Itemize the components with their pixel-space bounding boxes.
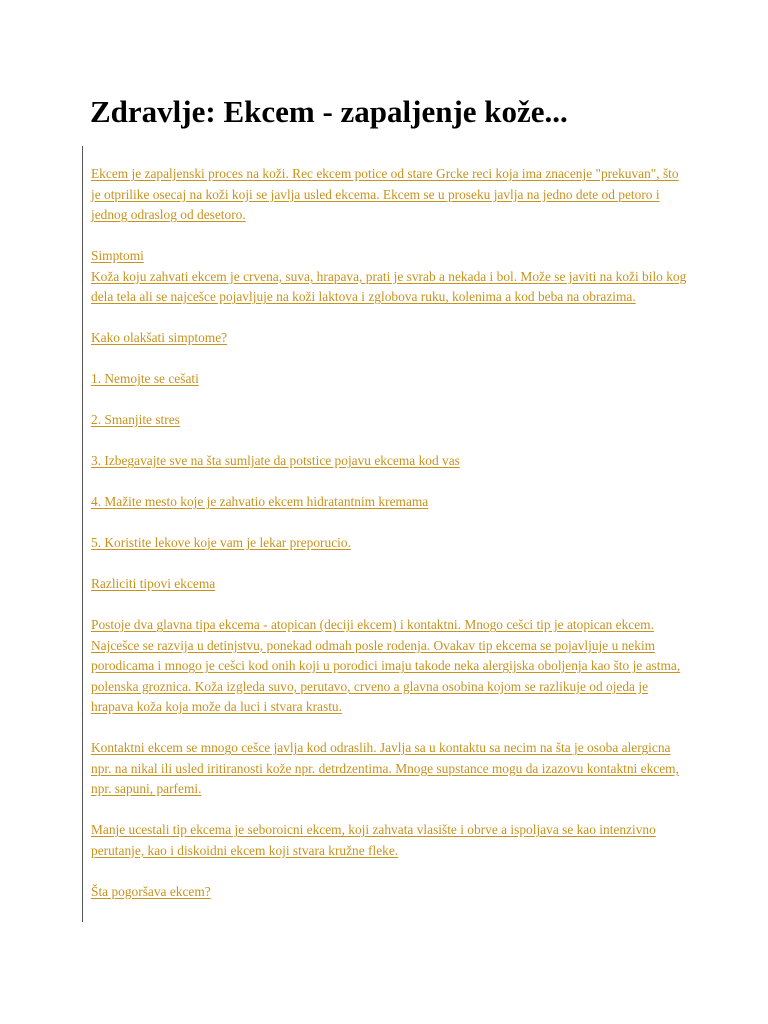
- types-heading-link[interactable]: Razliciti tipovi ekcema: [91, 576, 216, 591]
- types-paragraph-contact: [91, 738, 691, 800]
- symptoms-heading-link[interactable]: Simptomi: [91, 248, 144, 263]
- article-body: [91, 164, 691, 902]
- worsens-heading: [91, 882, 691, 903]
- article-left-rule: [82, 146, 83, 922]
- tip-link-4[interactable]: 4. Mažite mesto koje je zahvatio ekcem hidratantnim kremama: [91, 494, 429, 509]
- tip-item: [91, 451, 691, 472]
- tip-item: [91, 533, 691, 554]
- relief-heading-link[interactable]: Kako olakšati simptome?: [91, 330, 228, 345]
- tip-item: [91, 492, 691, 513]
- symptoms-heading: [91, 246, 691, 267]
- tip-item: [91, 410, 691, 431]
- types-text-link-1[interactable]: Postoje dva glavna tipa ekcema - atopican (deciji ekcem) i kontaktni. Mnogo cešci tip je atopican ekcem. Najcešce se razvija u detinjstvu, ponekad odmah posle rodenja. Ovakav tip ekcema se pojavljuje u nekim porodicama i mnogo je cešci kod onih koji u porodici imaju takode neka alergijska oboljenja kao što je astma, polenska groznica. Koža izgleda suvo, perutavo, crveno a glavna osobina kojom se razlikuje od ojeda je hrapava koža koja može da luci i stvara krastu.: [91, 617, 681, 714]
- symptoms-paragraph: [91, 267, 691, 308]
- page-title: Zdravlje: Ekcem - zapaljenje kože...: [90, 94, 568, 129]
- types-paragraph-atopic: [91, 615, 691, 718]
- relief-heading: [91, 328, 691, 349]
- tip-link-2[interactable]: 2. Smanjite stres: [91, 412, 180, 427]
- tip-link-3[interactable]: 3. Izbegavajte sve na šta sumljate da potstice pojavu ekcema kod vas: [91, 453, 460, 468]
- symptoms-text-link[interactable]: Koža koju zahvati ekcem je crvena, suva, hrapava, prati je svrab a nekada i bol. Može se javiti na koži bilo kog dela tela ali se najcešce pojavljuje na koži laktova i zglobova ruku, kolenima a kod beba na obrazima.: [91, 268, 687, 304]
- intro-paragraph: [91, 164, 691, 226]
- intro-link[interactable]: Ekcem je zapaljenski proces na koži. Rec ekcem potice od stare Grcke reci koja ima znacenje "prekuvan", što je otprilike osecaj na koži koji se javlja usled ekcema. Ekcem se u proseku javlja na jedno dete od petoro i jednog odraslog od desetoro.: [91, 166, 679, 222]
- tip-link-5[interactable]: 5. Koristite lekove koje vam je lekar preporucio.: [91, 535, 351, 550]
- tip-item: [91, 369, 691, 390]
- types-text-link-2[interactable]: Kontaktni ekcem se mnogo cešce javlja kod odraslih. Javlja sa u kontaktu sa necim na šta je osoba alergicna npr. na nikal ili usled iritiranosti kože npr. detrdzentima. Mnoge supstance mogu da izazovu kontaktni ekcem, npr. sapuni, parfemi.: [91, 740, 679, 796]
- types-heading: [91, 574, 691, 595]
- types-paragraph-seborrheic: [91, 820, 691, 861]
- worsens-heading-link[interactable]: Šta pogoršava ekcem?: [91, 883, 211, 899]
- tip-link-1[interactable]: 1. Nemojte se cešati: [91, 371, 199, 386]
- types-text-link-3[interactable]: Manje ucestali tip ekcema je seboroicni ekcem, koji zahvata vlasište i obrve a ispoljava se kao intenzivno perutanje, kao i diskoidni ekcem koji stvara kružne fleke.: [91, 822, 656, 858]
